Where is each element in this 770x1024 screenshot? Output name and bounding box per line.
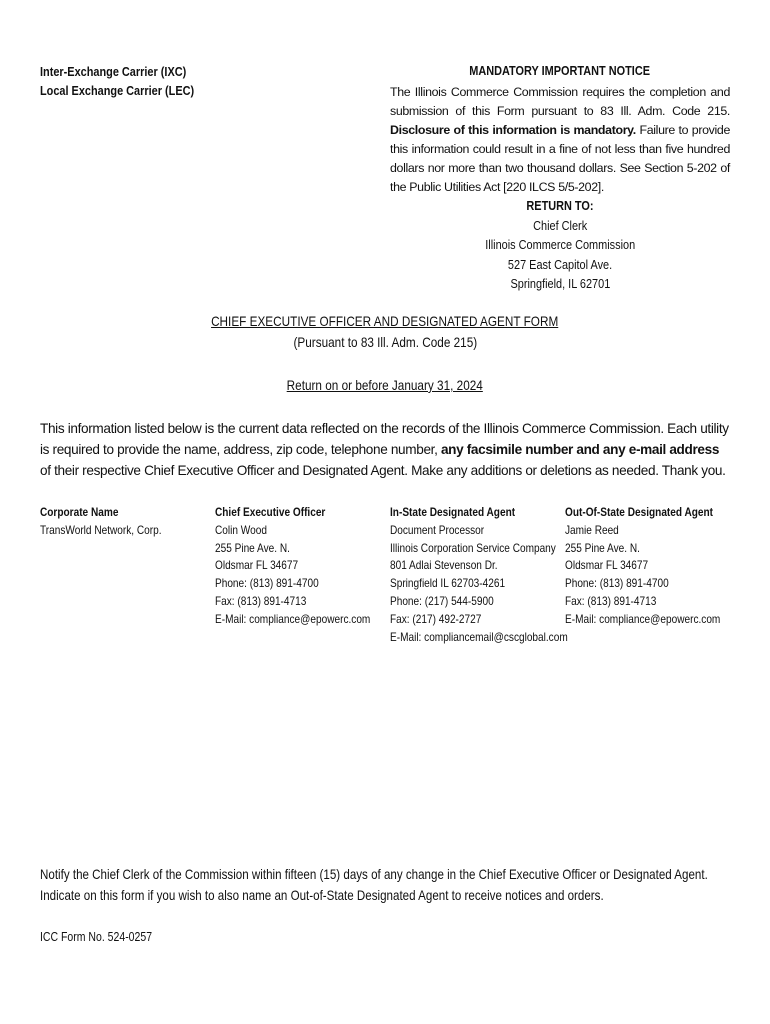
column-line: Document Processor: [390, 522, 485, 537]
column-line: Illinois Corporation Service Company: [390, 540, 556, 555]
column-line: Colin Wood: [215, 522, 267, 537]
corporate-name-column: [40, 504, 185, 540]
footer-line-2: Indicate on this form if you wish to also name an Out-of-State Designated Agent to receive notices and orders.: [40, 888, 604, 903]
notice-text-part-1: The Illinois Commerce Commission requires the completion and submission of this Form pursuant to 83 Ill. Adm. Code 215.: [390, 85, 730, 118]
carrier-type-ixc: Inter-Exchange Carrier (IXC): [40, 64, 187, 79]
column-line: Phone: (217) 544-5900: [390, 593, 494, 608]
column-line: Oldsmar FL 34677: [215, 558, 299, 573]
notice-title: MANDATORY IMPORTANT NOTICE: [469, 63, 651, 78]
column-line: 255 Pine Ave. N.: [215, 540, 290, 555]
intro-paragraph: [40, 418, 730, 481]
column-line: Springfield IL 62703-4261: [390, 576, 506, 591]
column-line: Fax: (217) 492-2727: [390, 611, 482, 626]
column-heading: Chief Executive Officer: [215, 505, 326, 519]
mandatory-notice: [390, 64, 730, 197]
intro-part-2: of their respective Chief Executive Officer and Designated Agent. Make any additions or deletions as needed. Thank you.: [40, 463, 726, 478]
column-line: Phone: (813) 891-4700: [215, 576, 319, 591]
return-to-heading: RETURN TO:: [526, 198, 594, 213]
form-subtitle: (Pursuant to 83 Ill. Adm. Code 215): [293, 334, 477, 350]
form-title: CHIEF EXECUTIVE OFFICER AND DESIGNATED AGENT FORM: [211, 313, 559, 329]
return-to-line: Springfield, IL 62701: [510, 276, 610, 291]
column-line: E-Mail: compliance@epowerc.com: [565, 611, 721, 626]
notice-text-part-2: Failure to provide this information could result in a fine of not less than five hundred dollars nor more than two thousand dollars. See Section 5-202 of the Public Utilities Act [220 ILCS 5/5-202].: [390, 123, 730, 194]
form-number: ICC Form No. 524-0257: [40, 930, 153, 944]
column-line: TransWorld Network, Corp.: [40, 522, 162, 537]
return-to-line: Illinois Commerce Commission: [485, 237, 635, 252]
footer-notes: [40, 864, 770, 906]
column-heading: Out-Of-State Designated Agent: [565, 505, 714, 519]
notice-text-bold: Disclosure of this information is mandatory.: [390, 123, 636, 137]
notice-text: [390, 83, 730, 197]
column-heading: In-State Designated Agent: [390, 505, 516, 519]
column-line: Fax: (813) 891-4713: [565, 593, 657, 608]
column-line: 255 Pine Ave. N.: [565, 540, 640, 555]
form-deadline: Return on or before January 31, 2024: [286, 377, 484, 393]
column-line: E-Mail: compliance@epowerc.com: [215, 611, 371, 626]
column-line: Fax: (813) 891-4713: [215, 593, 307, 608]
out-of-state-agent-column: [565, 504, 750, 629]
return-to-line: 527 East Capitol Ave.: [507, 256, 613, 272]
column-line: 801 Adlai Stevenson Dr.: [390, 558, 498, 573]
intro-bold: any facsimile number and any e-mail address: [440, 442, 720, 457]
column-line: Oldsmar FL 34677: [565, 558, 649, 573]
column-line: Jamie Reed: [565, 522, 619, 537]
ceo-column: [215, 504, 400, 629]
column-heading: Corporate Name: [40, 505, 119, 519]
return-to-line: Chief Clerk: [532, 217, 587, 233]
intro-part-1: This information listed below is the current data reflected on the records of the Illinois Commerce Commission. Each utility is required to provide the name, address, zip code, telephone number,: [40, 421, 729, 457]
footer-line-1: Notify the Chief Clerk of the Commission within fifteen (15) days of any change in the Chief Executive Officer or Designated Agent.: [40, 867, 708, 882]
return-to-block: [390, 196, 730, 294]
carrier-type-lec: Local Exchange Carrier (LEC): [40, 83, 195, 98]
column-line: E-Mail: compliancemail@cscglobal.com: [390, 629, 568, 644]
column-line: Phone: (813) 891-4700: [565, 576, 669, 591]
